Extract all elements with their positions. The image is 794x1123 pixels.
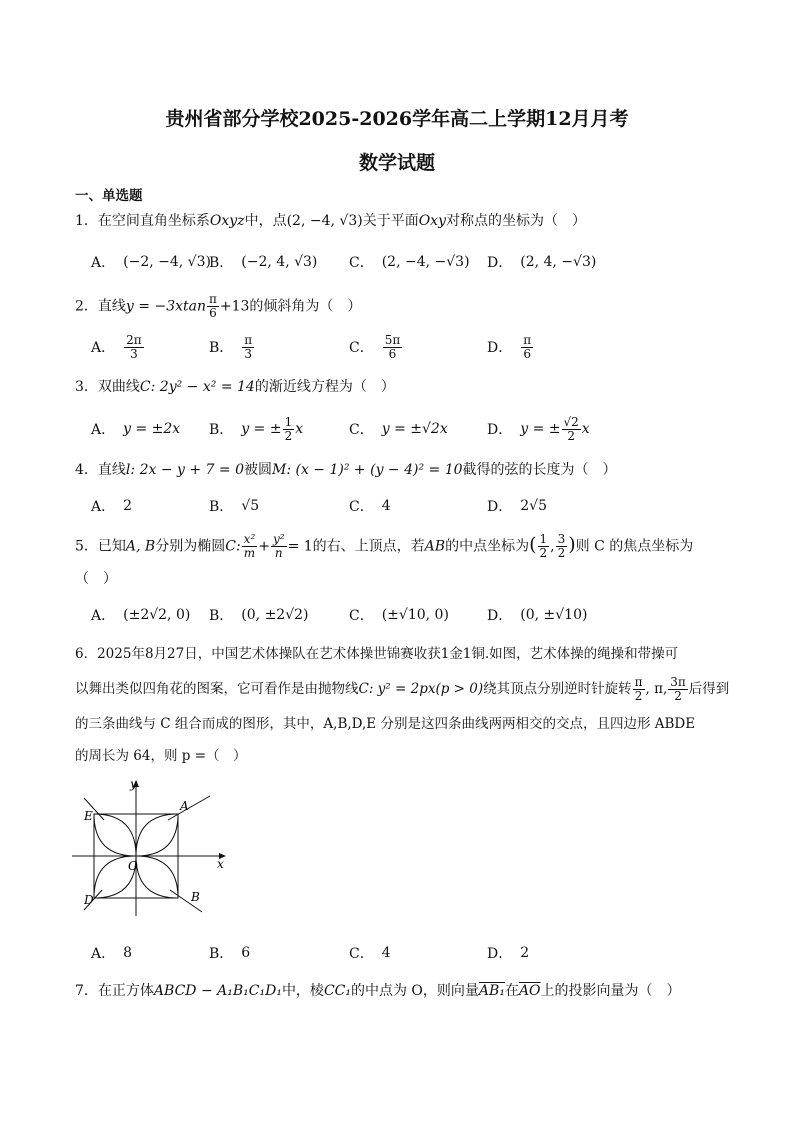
option-letter: B． (209, 499, 234, 515)
frac-den: 6 (209, 306, 217, 320)
q1-plane: Oxy (418, 213, 446, 229)
q7-end: 上的投影向量为（ ） (540, 983, 681, 999)
q6-option-d[interactable] (487, 937, 529, 969)
option-text: y = ± (241, 421, 282, 437)
option-letter: A． (91, 946, 116, 962)
q6-line4: 的周长为 64，则 p =（ ） (75, 748, 247, 764)
q3-options (91, 413, 731, 445)
q3-option-d[interactable] (487, 413, 590, 445)
option-var: x (295, 421, 304, 437)
frac-num: x² (243, 532, 256, 546)
frac-den: 3 (130, 346, 138, 361)
label-d: D (84, 893, 94, 907)
option-text: 8 (123, 945, 133, 961)
q4-line: l: 2x − y + 7 = 0 (125, 462, 244, 478)
option-letter: B． (209, 255, 234, 271)
frac-num: 2π (126, 332, 142, 347)
question-7 (75, 981, 725, 1001)
option-frac (283, 416, 295, 443)
frac-num: 5π (384, 332, 401, 347)
option-frac (383, 334, 403, 361)
q7-pre: 7．在正方体 (75, 983, 154, 999)
frac-num: π (523, 332, 532, 347)
option-letter: D． (487, 422, 513, 438)
q6-rot1 (633, 676, 645, 703)
q6-option-a[interactable] (91, 937, 132, 969)
section-heading: 一、单选题 (75, 188, 143, 204)
frac-den: 6 (523, 346, 531, 361)
q1-sys: Oxyz (209, 213, 245, 229)
parabola-petal-2 (136, 814, 178, 856)
label-x: x (217, 857, 224, 871)
parabola-petal-3 (94, 814, 136, 856)
q7-mid2: 的中点为 O，则向量 (350, 983, 479, 999)
option-text: (−2, 4, √3) (241, 254, 318, 270)
frac-den: 2 (674, 689, 682, 703)
q6-option-b[interactable] (209, 937, 250, 969)
q2-eq: y = −3xtan (125, 298, 206, 315)
q4-pre: 4．直线 (75, 462, 126, 478)
frac-num: π (244, 332, 253, 347)
q4-mid: 被圆 (244, 462, 272, 478)
q6-line2b: 绕其顶点分别逆时针旋转 (483, 681, 632, 697)
frac-num: y² (272, 532, 285, 546)
q5-ab: A, B (125, 538, 156, 555)
option-text: (±√10, 0) (381, 607, 449, 623)
q5-option-a[interactable] (91, 599, 190, 631)
frac-den: m (243, 546, 256, 560)
q2-pre: 2．直线 (75, 298, 126, 315)
q5-options (91, 599, 731, 631)
q6-line2 (75, 676, 729, 703)
q6-parabola-eq: C: y² = 2px(p > 0) (358, 681, 484, 697)
q2-frac (207, 293, 219, 320)
label-o: O (128, 859, 138, 873)
q4-option-a[interactable] (91, 490, 132, 522)
frac-num: √2 (563, 414, 579, 429)
q5-pre: 5．已知 (75, 538, 126, 555)
q1-point: (2, −4, √3) (286, 213, 363, 229)
option-letter: C． (349, 422, 374, 438)
q6-line1: 6．2025年8月27日，中国艺术体操队在艺术体操世锦赛收获1金1铜.如图，艺术体操的绳操和带操可 (75, 646, 679, 662)
frac-den: n (274, 546, 283, 560)
frac-den: 2 (634, 689, 643, 703)
option-letter: D． (487, 340, 513, 356)
q4-option-b[interactable] (209, 490, 259, 522)
q1-option-b[interactable] (209, 246, 317, 278)
q2-option-b[interactable] (209, 331, 255, 363)
q4-option-c[interactable] (349, 490, 391, 522)
option-text: 2√5 (520, 498, 547, 514)
option-letter: A． (91, 422, 116, 438)
q5-eq1: = 1 (287, 538, 313, 555)
option-var: x (581, 421, 590, 437)
option-letter: B． (209, 340, 234, 356)
label-y: y (130, 778, 137, 791)
q5-ab2: AB (424, 538, 446, 555)
frac-den: 6 (388, 346, 397, 361)
q5-mid1: 分别为椭圆 (155, 538, 226, 555)
question-4 (75, 460, 725, 480)
frac-num: 3 (557, 532, 566, 546)
q5-line2: （ ） (75, 571, 117, 587)
parabola-petal-4 (94, 814, 136, 856)
question-3 (75, 377, 725, 397)
question-5: 5．已知A, B分别为椭圆C: $\frac{\text{x²}}{m}$ + $\frac{\text{y²}}{n}$ = 1的右、上顶点，若AB的中点坐标为( $\frac{1}{2}$ , $\frac{3}{2}$ )则 C 的焦点坐标为 (75, 532, 694, 560)
q5-frac-x (242, 533, 258, 560)
q6-line2c: 后得到 (688, 681, 730, 697)
frac-den: 2 (557, 546, 566, 560)
q7-vector-ab1: AB₁ (478, 983, 505, 999)
q1-option-a[interactable] (91, 246, 211, 278)
option-text: √5 (241, 498, 260, 514)
q5-frac-y (271, 533, 287, 560)
q5-plus: + (258, 538, 270, 555)
q2-options (91, 331, 731, 363)
q4-circle: M: (x − 1)² + (y − 4)² = 10 (272, 462, 463, 478)
q1-options (91, 246, 731, 278)
option-text: y = ± (520, 421, 561, 437)
four-petal-figure (70, 778, 230, 918)
q5-option-d[interactable] (487, 599, 587, 631)
q2-option-c[interactable] (349, 331, 403, 363)
q2-option-d[interactable] (487, 331, 534, 363)
tangent-a (168, 796, 210, 820)
option-letter: B． (209, 608, 234, 624)
q6-rot-mid: , π, (645, 681, 668, 697)
q2-post: +13的倾斜角为（ ） (219, 298, 362, 315)
q5-frac-m1 (538, 533, 550, 560)
option-text: (0, ±2√2) (241, 607, 309, 623)
option-letter: C． (349, 255, 374, 271)
q6-line3: 的三条曲线与 C 组合而成的图形，其中，A,B,D,E 分别是这四条曲线两两相交的交点，且四边形 ABDE (75, 716, 696, 732)
q5-option-c[interactable] (349, 599, 449, 631)
q5-c: C: (225, 538, 241, 555)
frac-den: 2 (284, 428, 293, 443)
q1-mid: 中，点 (244, 213, 287, 229)
q7-vector-ao: $\overline{AO}$ (518, 983, 541, 999)
q1-pre: 1．在空间直角坐标系 (75, 213, 210, 229)
q3-end: 的渐近线方程为（ ） (254, 379, 395, 395)
q4-options (91, 490, 731, 522)
q3-option-b[interactable] (209, 413, 303, 445)
option-letter: B． (209, 946, 234, 962)
q7-mid3: 在 (504, 983, 519, 999)
frac-num: 1 (539, 532, 548, 546)
q6-option-c[interactable] (349, 937, 391, 969)
q5-option-b[interactable] (209, 599, 309, 631)
frac-den: 2 (567, 428, 575, 443)
question-1 (75, 211, 725, 231)
option-letter: D． (487, 608, 513, 624)
option-letter: C． (349, 946, 374, 962)
q7-edge: CC₁ (323, 983, 351, 999)
q6-rot2 (668, 676, 688, 703)
q1-option-d[interactable] (487, 246, 596, 278)
option-text: (2, −4, −√3) (381, 254, 470, 270)
q5-frac-m2 (556, 533, 568, 560)
option-letter: A． (91, 255, 116, 271)
option-letter: B． (209, 422, 234, 438)
option-text: y = ±2x (123, 421, 181, 437)
q2-option-a[interactable] (91, 331, 145, 363)
option-letter: D． (487, 499, 513, 515)
exam-subtitle: 数学试题 (358, 152, 435, 174)
q3-pre: 3．双曲线 (75, 379, 140, 395)
q1-option-c[interactable] (349, 246, 470, 278)
option-text: 6 (241, 945, 251, 961)
option-letter: A． (91, 608, 116, 624)
q3-option-c[interactable] (349, 413, 448, 445)
option-text: y = ±√2x (381, 421, 448, 437)
option-letter: D． (487, 946, 513, 962)
option-letter: C． (349, 499, 374, 515)
option-text: 2 (123, 498, 133, 514)
option-text: (2, 4, −√3) (520, 254, 597, 270)
q7-cube: ABCD − A₁B₁C₁D₁ (153, 983, 282, 999)
exam-title: 贵州省部分学校2025-2026学年高二上学期12月月考 (165, 108, 629, 130)
q5-paren-close: ) (568, 533, 576, 556)
option-text: 4 (381, 498, 391, 514)
option-text: 2 (520, 945, 530, 961)
option-letter: A． (91, 340, 116, 356)
option-text: 4 (381, 945, 391, 961)
frac-num: 1 (284, 414, 293, 429)
frac-den: 3 (244, 346, 253, 361)
option-frac (242, 334, 254, 361)
option-letter: A． (91, 499, 116, 515)
q6-line2a: 以舞出类似四角花的图案，它可看作是由抛物线 (75, 681, 359, 697)
q6-options (91, 937, 731, 969)
option-text: (0, ±√10) (520, 607, 588, 623)
label-a: A (180, 799, 189, 813)
q4-option-d[interactable] (487, 490, 547, 522)
frac-num: 3π (670, 675, 686, 689)
q7-mid1: 中，棱 (281, 983, 324, 999)
q5-mid2: 的右、上顶点，若 (312, 538, 425, 555)
parabola-petal-1 (136, 814, 178, 856)
frac-num: π (634, 675, 643, 689)
q4-end: 截得的弦的长度为（ ） (462, 462, 617, 478)
frac-den: 2 (539, 546, 548, 560)
option-frac (124, 334, 144, 361)
q3-option-a[interactable] (91, 413, 180, 445)
label-b: B (191, 890, 200, 904)
frac-num: π (208, 292, 217, 306)
q5-paren-open: ( (529, 533, 537, 556)
question-2 (75, 293, 725, 320)
option-text: (−2, −4, √3) (123, 254, 211, 270)
option-letter: C． (349, 340, 374, 356)
option-text: (±2√2, 0) (123, 607, 191, 623)
q5-mid3: 的中点坐标为 (445, 538, 530, 555)
q5-end: 则 C 的焦点坐标为 (575, 538, 694, 555)
q3-eq: C: 2y² − x² = 14 (139, 379, 255, 395)
option-frac (562, 416, 581, 443)
option-letter: C． (349, 608, 374, 624)
q1-post: 关于平面 (362, 213, 419, 229)
option-frac (521, 334, 533, 361)
label-e: E (84, 809, 93, 823)
q1-end: 对称点的坐标为（ ） (446, 213, 586, 229)
option-letter: D． (487, 255, 513, 271)
